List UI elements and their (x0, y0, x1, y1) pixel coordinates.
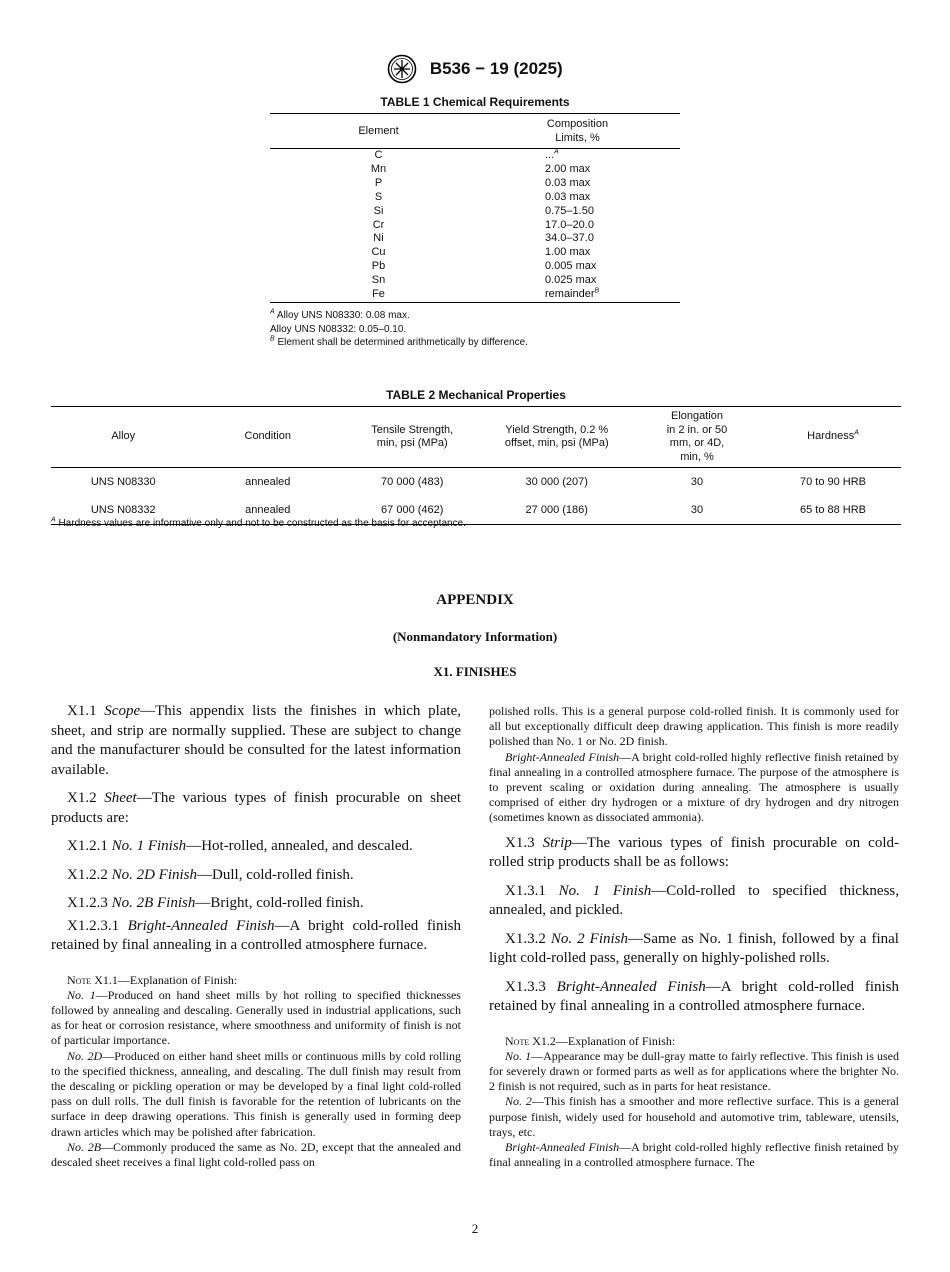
note-no2b-continued: polished rolls. This is a general purpose cold-rolled finish. It is commonly used for all but exceptionally difficult deep drawing application. This finish is more readily polished than No. 1 or No. 2D finish. (489, 704, 899, 749)
note-text: —Commonly produced the same as No. 2D, except that the annealed and descaled sheet receives a final light cold-rolled pass on (51, 1139, 461, 1169)
para-term: Strip (542, 834, 572, 851)
col-hardness-header (765, 407, 901, 468)
para-text: —Cold-rolled to specified thickness, annealed, and pickled. (489, 882, 899, 919)
element-cell: Mn (370, 162, 387, 175)
limit-cell (475, 260, 680, 274)
table1-footnotes (270, 309, 528, 350)
table-row (270, 191, 680, 205)
note-strip-no2 (489, 1094, 899, 1140)
col-limits-line1: Composition (546, 118, 609, 130)
hardness-cell: 65 to 88 HRB (765, 496, 901, 525)
note-term: No. 2B (67, 1139, 102, 1154)
note-bright-annealed (489, 750, 899, 826)
note-term: No. 2D (67, 1048, 103, 1063)
col-element-header: Element (270, 114, 475, 149)
table2-footnote-mark: A (51, 516, 56, 524)
note-term: Bright-Annealed Finish (505, 1140, 620, 1155)
para-x1-2-2 (51, 866, 461, 886)
limit-cell (475, 274, 680, 288)
yield-line2: offset, min, psi (MPa) (504, 437, 609, 449)
table-row (270, 232, 680, 246)
col-tensile-header (340, 407, 485, 468)
note-no2d (51, 1049, 461, 1140)
footnote-b (270, 336, 528, 350)
col-alloy-header: Alloy (51, 407, 196, 468)
note-text: —This finish has a smoother and more reflective surface. This is a general purpose finish, widely used for household and automotive trim, tableware, utensils, trays, etc. (489, 1094, 899, 1139)
element-cell: Si (373, 204, 384, 217)
limit-value: 0.005 max (545, 260, 597, 273)
para-term: No. 2 Finish (550, 930, 628, 947)
table1-title: TABLE 1 Chemical Requirements (380, 95, 570, 109)
table-row (270, 274, 680, 288)
tensile-line2: min, psi (MPa) (376, 437, 448, 449)
para-x1-2 (51, 789, 461, 828)
document-header (0, 54, 950, 84)
para-text: —The various types of finish procurable on sheet products are: (51, 790, 461, 826)
para-term: Sheet (104, 790, 137, 806)
section-heading: X1. FINISHES (433, 664, 517, 679)
element-cell: C (374, 149, 383, 161)
limit-cell (475, 288, 680, 302)
elongation-cell: 30 (629, 496, 765, 525)
para-number: X1.3.2 (505, 930, 551, 947)
para-term: Bright-Annealed Finish (127, 917, 275, 934)
limit-value: 17.0–20.0 (545, 218, 594, 231)
para-term: Bright-Annealed Finish (556, 978, 706, 995)
table-row (270, 177, 680, 191)
para-number: X1.2 (67, 790, 105, 806)
para-x1-2-1 (51, 837, 461, 857)
para-term: Scope (104, 703, 141, 719)
yield-cell: 27 000 (186) (485, 496, 630, 525)
footnote-b-text: Element shall be determined arithmetically by difference. (274, 337, 528, 348)
note-x1-1-heading (51, 973, 461, 988)
footnote-a-line2: Alloy UNS N08332: 0.05–0.10. (270, 323, 407, 335)
para-term: No. 1 Finish (111, 838, 187, 854)
alloy-cell: UNS N08330 (90, 476, 156, 488)
table-row (270, 149, 680, 163)
right-column (489, 704, 899, 1170)
para-x1-1 (51, 702, 461, 780)
col-limits-line2: Limits, % (555, 132, 600, 144)
condition-cell: annealed (196, 496, 341, 525)
table2-footnote (51, 518, 466, 529)
element-cell: Ni (373, 232, 384, 245)
table-header-row (270, 114, 680, 149)
yield-cell: 30 000 (207) (525, 476, 588, 488)
note-term: No. 2 (505, 1094, 532, 1109)
table-header-row (51, 407, 901, 468)
para-term: No. 2B Finish (111, 895, 196, 911)
para-term: No. 1 Finish (558, 882, 652, 899)
limit-cell (475, 246, 680, 260)
note-heading-text: X1.2—Explanation of Finish: (529, 1033, 676, 1048)
page-number: 2 (471, 1221, 479, 1236)
alloy-cell: UNS N08332 (51, 496, 196, 525)
col-elongation-header (629, 407, 765, 468)
table2-title: TABLE 2 Mechanical Properties (386, 388, 566, 402)
elong-line1: Elongation (671, 410, 723, 422)
tensile-line1: Tensile Strength, (371, 423, 454, 436)
limit-cell (475, 219, 680, 233)
hardness-label: Hardness (807, 430, 855, 443)
table-row (270, 219, 680, 233)
limit-value: 0.03 max (545, 190, 591, 203)
note-term: No. 1 (505, 1048, 532, 1063)
table-row (270, 260, 680, 274)
limit-cell (475, 149, 680, 163)
limit-value: remainder (545, 288, 595, 301)
limit-cell (475, 205, 680, 219)
elongation-cell: 30 (690, 476, 704, 488)
limit-footnote-mark: A (554, 148, 559, 156)
left-column (51, 702, 461, 1170)
elong-line3: mm, or 4D, (669, 437, 725, 449)
footnote-b-mark: B (270, 335, 275, 343)
para-number: X1.1 (67, 703, 105, 719)
hardness-cell: 70 to 90 HRB (799, 476, 867, 488)
para-x1-3-3 (489, 978, 899, 1017)
appendix-title: APPENDIX (436, 592, 514, 608)
para-text: —This appendix lists the finishes in which plate, sheet, and strip are normally supplied. These are subject to change and the manufacturer should be consulted for the latest information available. (51, 703, 461, 778)
note-label: Note (67, 972, 92, 987)
para-text: —Bright, cold-rolled finish. (195, 895, 364, 911)
mechanical-properties-table (51, 406, 901, 525)
note-text: —Appearance may be dull-gray matte to fairly reflective. This finish is used for severely drawn or formed parts as well as for applications where the brighter No. 2 finish is not required, such as in parts for heat resistance. (489, 1048, 899, 1094)
chemical-requirements-table (270, 113, 680, 303)
footnote-a-mark: A (270, 308, 275, 316)
para-number: X1.2.2 (67, 866, 112, 883)
col-limits-header (475, 114, 680, 149)
col-yield-header (485, 407, 630, 468)
elong-line4: min, % (680, 450, 714, 463)
limit-value: 0.03 max (545, 176, 591, 189)
col-condition-header: Condition (196, 407, 341, 468)
table2-body (51, 468, 901, 525)
limit-value: 34.0–37.0 (545, 232, 594, 245)
limit-cell (475, 191, 680, 205)
note-term: No. 1 (67, 987, 96, 1002)
limit-value: ... (545, 149, 555, 161)
note-text: —Produced on hand sheet mills by hot rolling to specified thicknesses followed by annealing and descaling. Generally used in industrial applications, such as for heat or corrosion resistance, where smoothness and uniformity of finish is not of particular importance. (51, 987, 461, 1048)
element-cell: S (374, 190, 383, 203)
note-strip-bright-annealed (489, 1140, 899, 1170)
astm-logo-icon (387, 54, 417, 84)
limit-footnote-mark: B (594, 287, 600, 295)
limit-value: 1.00 max (545, 246, 591, 259)
para-text: —A bright cold-rolled finish retained by final annealing in a controlled atmosphere furnace. (489, 978, 899, 1015)
element-cell: P (374, 176, 383, 189)
element-cell: Cu (371, 246, 386, 259)
tensile-cell: 70 000 (483) (381, 476, 444, 488)
para-text: —Dull, cold-rolled finish. (197, 866, 354, 883)
note-text: —Produced on either hand sheet mills or continuous mills by cold rolling to the specified thickness, annealing, and descaling. The dull finish may result from the descaling or pickling operation or may be developed by a final light cold-rolled pass on dull rolls. The dull finish is favorable for the retention of lubricants on the surface in deep drawing operations. This finish is generally used in forming deep drawn articles which may be polished after fabrication. (51, 1048, 461, 1139)
elong-line2: in 2 in. or 50 (666, 423, 728, 436)
yield-line1: Yield Strength, 0.2 % (505, 423, 609, 436)
footnote-a (270, 309, 528, 323)
element-cell: Pb (371, 260, 386, 273)
note-text: —A bright cold-rolled highly reflective finish retained by final annealing in a controlled atmosphere furnace. The (489, 1140, 899, 1170)
para-text: —Same as No. 1 finish, followed by a final light cold-rolled pass, generally on highly-polished rolls. (489, 930, 899, 967)
para-number: X1.2.1 (67, 838, 112, 854)
hardness-sup: A (854, 429, 859, 437)
appendix-subtitle: (Nonmandatory Information) (392, 629, 558, 644)
para-text: —Hot-rolled, annealed, and descaled. (186, 838, 413, 854)
limit-cell (475, 163, 680, 177)
note-label: Note (505, 1033, 530, 1048)
element-cell: Fe (270, 288, 475, 302)
note-no2b (51, 1140, 461, 1170)
note-heading-text: X1.1—Explanation of Finish: (91, 972, 238, 987)
table2-footnote-text: Hardness values are informative only and not to be constructed as the basis for acceptance. (55, 518, 466, 529)
document-designation: B536 − 19 (2025) (429, 59, 563, 78)
note-x1-2-heading (489, 1034, 899, 1049)
table-row (270, 205, 680, 219)
para-text: —A bright cold-rolled finish retained by final annealing in a controlled atmosphere furnace. (51, 917, 461, 953)
limit-cell (475, 177, 680, 191)
table1-body (270, 149, 680, 303)
note-strip-no1 (489, 1049, 899, 1095)
limit-value: 2.00 max (545, 162, 591, 175)
limit-value: 0.025 max (545, 274, 597, 287)
table-row (51, 468, 901, 497)
element-cell: Sn (371, 274, 386, 287)
tensile-cell: 67 000 (462) (340, 496, 485, 525)
note-text: —A bright cold-rolled highly reflective finish retained by final annealing in a controlled atmosphere furnace. The purpose of the atmosphere is to prevent scaling or oxidation during annealing. The atmosphere is usually comprised of either dry hydrogen or a mixture of dry hydrogen and dry nitrogen (sometimes known as dissociated ammonia). (489, 749, 899, 825)
para-number: X1.2.3.1 (67, 917, 128, 934)
element-cell: Cr (372, 218, 385, 231)
para-number: X1.3.1 (505, 882, 559, 899)
para-x1-3-1 (489, 882, 899, 921)
para-x1-3-2 (489, 930, 899, 969)
para-number: X1.3 (505, 834, 543, 851)
note-term: Bright-Annealed Finish (505, 749, 620, 764)
limit-cell (475, 232, 680, 246)
para-term: No. 2D Finish (111, 866, 198, 883)
para-number: X1.3.3 (505, 978, 557, 995)
para-x1-3 (489, 834, 899, 873)
note-no1 (51, 988, 461, 1049)
table-row (270, 288, 680, 302)
table-row (270, 246, 680, 260)
condition-cell: annealed (245, 476, 291, 488)
para-x1-2-3 (51, 894, 461, 914)
footnote-a-text: Alloy UNS N08330: 0.08 max. (274, 310, 410, 321)
table-row (270, 163, 680, 177)
para-number: X1.2.3 (67, 895, 112, 911)
para-x1-2-3-1 (51, 917, 461, 956)
limit-value: 0.75–1.50 (545, 204, 594, 217)
para-text: —The various types of finish procurable on cold-rolled strip products shall be as follows: (489, 834, 899, 871)
